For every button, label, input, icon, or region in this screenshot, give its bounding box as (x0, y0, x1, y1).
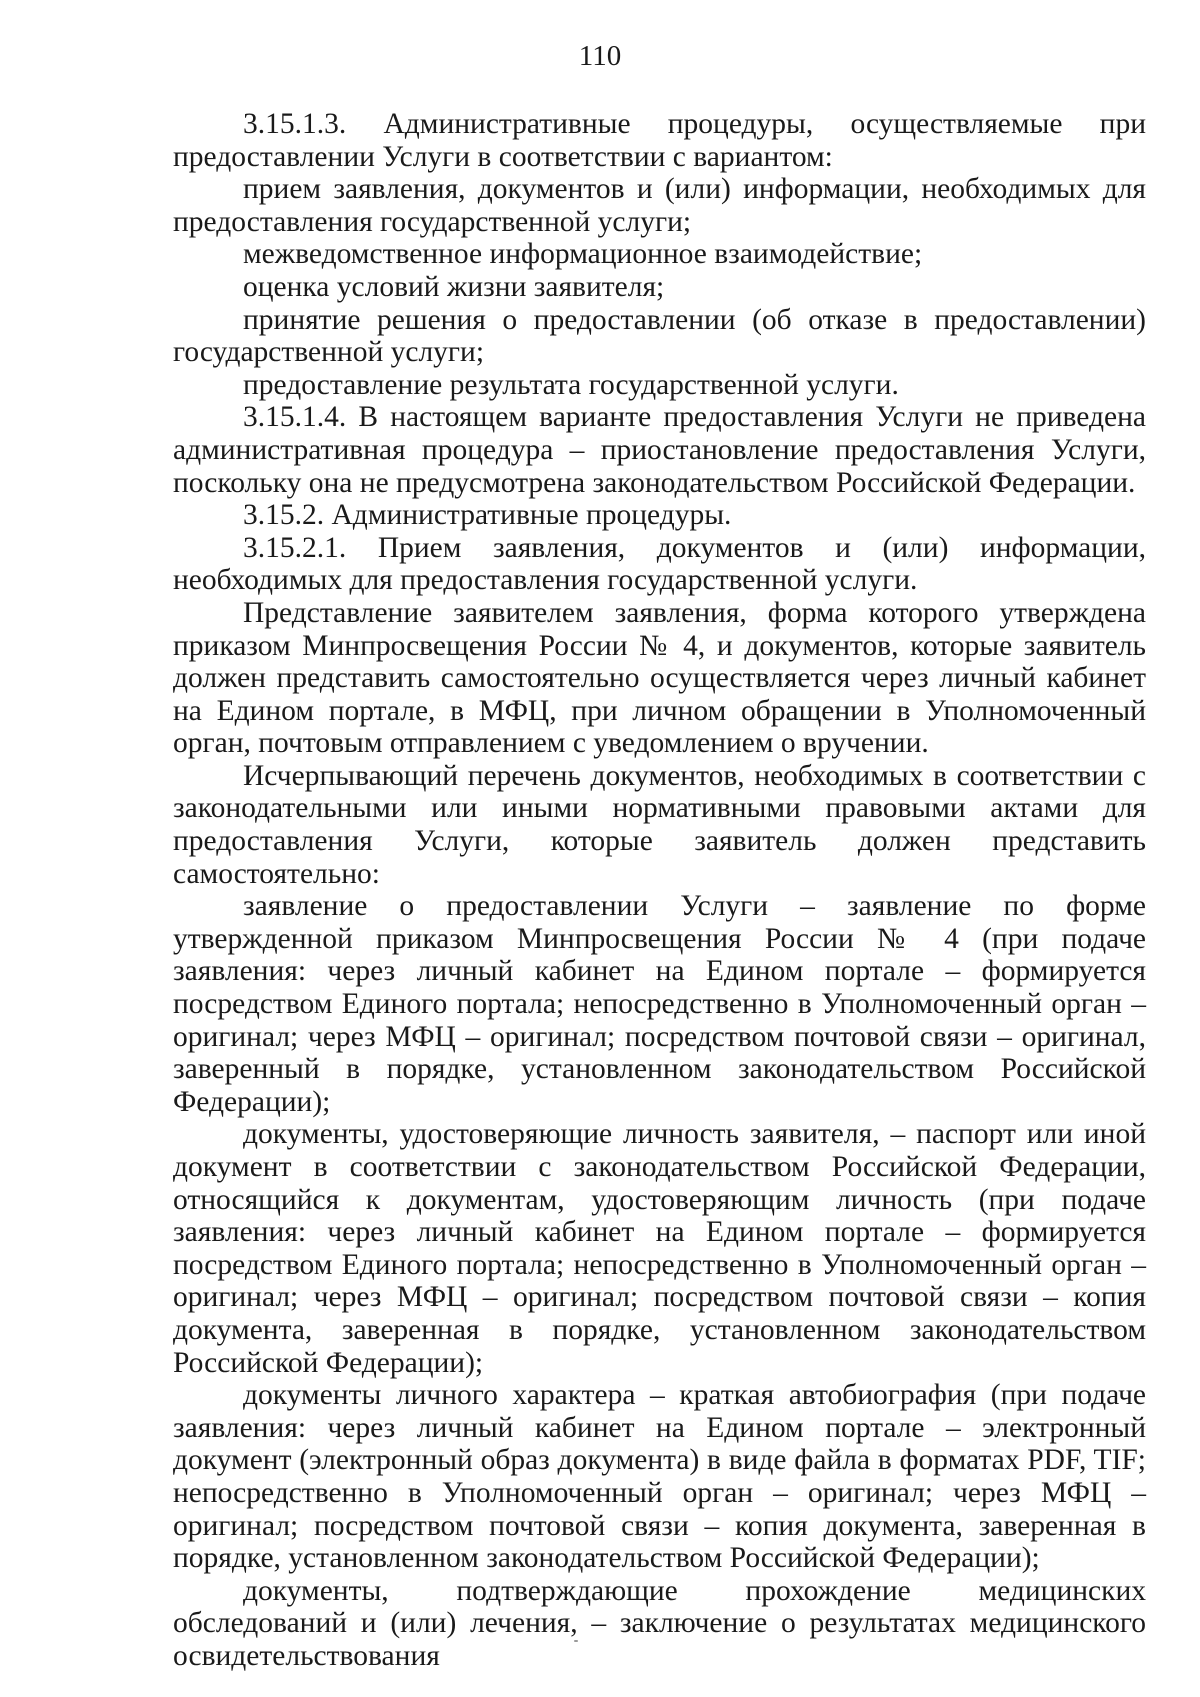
list-item-living-conditions-assessment: оценка условий жизни заявителя; (243, 270, 665, 303)
list-item-decision-making: принятие решения о предоставлении (об отказе в предоставлении) государственной услуги; (173, 303, 1146, 369)
list-item-result-provision: предоставление результата государственной услуги. (243, 368, 899, 401)
paragraph-3-15-1-4: 3.15.1.4. В настоящем варианте предоставления Услуги не приведена административная процедура – приостановление предоставления Услуги, поскольку она не предусмотрена законодательством Российской Федерации. (173, 401, 1146, 499)
paragraph-3-15-2-1: 3.15.2.1. Прием заявления, документов и (или) информации, необходимых для предоставления государственной услуги. (173, 531, 1146, 597)
list-item-personal-documents: документы личного характера – краткая автобиография (при подаче заявления: через личный кабинет на Едином портале – электронный документ (электронный образ документа) в виде файла в форматах PDF, TIF; непосредственно в Уполномоченный орган – оригинал; через МФЦ – оригинал; посредством почтовой связи – копия документа, заверенная в порядке, установленном законодательством Российской Федерации); (173, 1379, 1146, 1575)
paragraph-documents-list-intro: Исчерпывающий перечень документов, необходимых в соответствии с законодательными или иными нормативными правовыми актами для предоставления Услуги, которые заявитель должен представить самостоятельно: (173, 759, 1146, 890)
list-item-interagency-interaction: межведомственное информационное взаимодействие; (243, 238, 923, 271)
list-item-application: заявление о предоставлении Услуги – заявление по форме утвержденной приказом Минпросвещения России № 4 (при подаче заявления: через личный кабинет на Едином портале – формируется посредством Единого портала; непосредственно в Уполномоченный орган – оригинал; через МФЦ – оригинал; посредством почтовой связи – оригинал, заверенный в порядке, установленном законодательством Российской Федерации); (173, 890, 1146, 1118)
list-item-medical-documents: документы, подтверждающие прохождение медицинских обследований и (или) лечения, – заключение о результатах медицинского освидетельствования (173, 1574, 1146, 1672)
paragraph-submission: Представление заявителем заявления, форма которого утверждена приказом Минпросвещения России № 4, и документов, которые заявитель должен представить самостоятельно осуществляется через личный кабинет на Едином портале, в МФЦ, при личном обращении в Уполномоченный орган, почтовым отправлением с уведомлением о вручении. (173, 596, 1146, 760)
page-number: 110 (578, 40, 622, 72)
list-item-application-intake: прием заявления, документов и (или) информации, необходимых для предоставления государственной услуги; (173, 173, 1146, 238)
scan-speck (574, 1640, 578, 1642)
list-item-identity-documents: документы, удостоверяющие личность заявителя, – паспорт или иной документ в соответствии с законодательством Российской Федерации, относящийся к документам, удостоверяющим личность (при подаче заявления: через личный кабинет на Едином портале – формируется посредством Единого портала; непосредственно в Уполномоченный орган – оригинал; через МФЦ – оригинал; посредством почтовой связи – копия документа, заверенная в порядке, установленном законодательством Российской Федерации); (173, 1118, 1146, 1379)
heading-3-15-2: 3.15.2. Административные процедуры. (243, 499, 732, 532)
document-body (173, 108, 1146, 1673)
paragraph-3-15-1-3: 3.15.1.3. Административные процедуры, осуществляемые при предоставлении Услуги в соответствии с вариантом: (173, 108, 1146, 173)
